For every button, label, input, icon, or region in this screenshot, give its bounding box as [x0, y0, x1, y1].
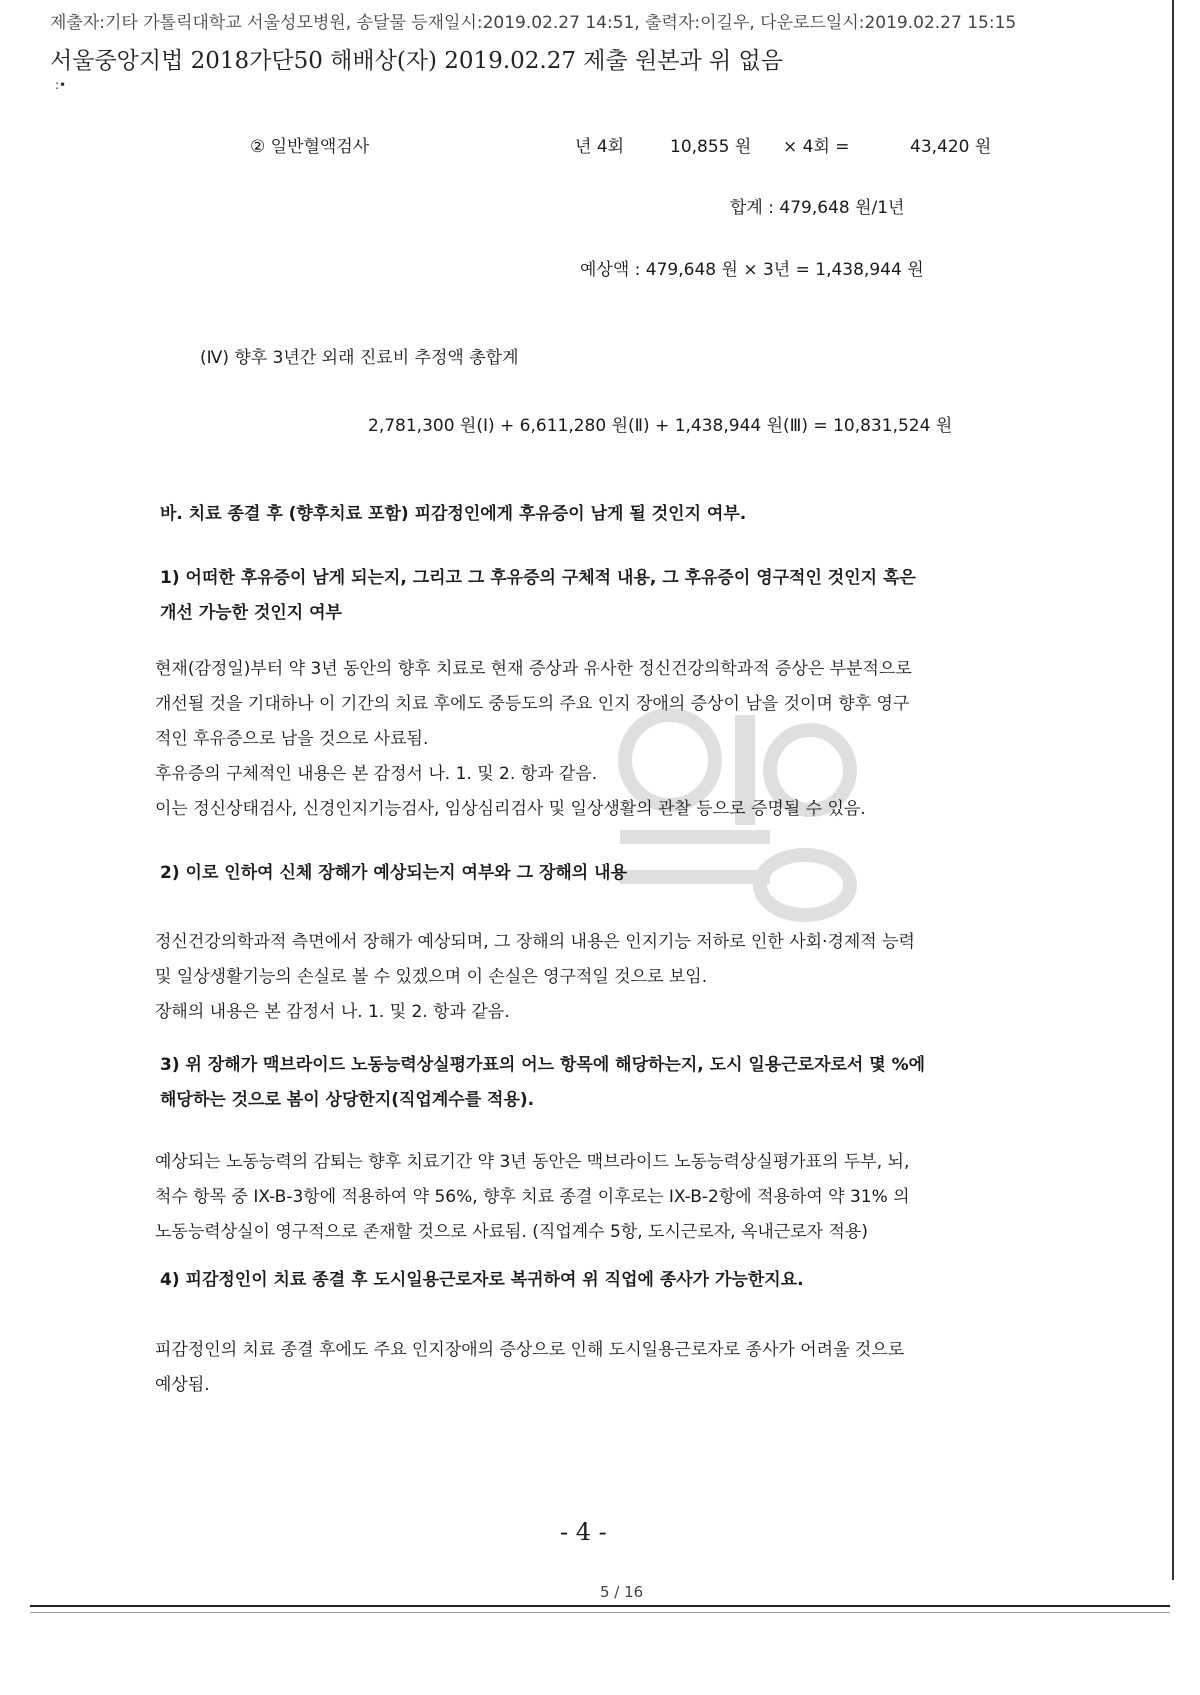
- question-3-heading: [160, 1048, 925, 1118]
- question-2-heading-line: 2) 이로 인하여 신체 장해가 예상되는지 여부와 그 장해의 내용: [160, 863, 627, 883]
- scan-mark: :•: [55, 78, 67, 92]
- question-4-heading: [160, 1263, 804, 1298]
- question-3-answer: [155, 1145, 1035, 1250]
- footer-rule: [30, 1605, 1170, 1607]
- answer-line: 예상되는 노동능력의 감퇴는 향후 치료기간 약 3년 동안은 맥브라이드 노동능력상실평가표의 두부, 뇌,: [155, 1152, 910, 1172]
- page-number: - 4 -: [560, 1518, 607, 1546]
- question-3-heading-line: 3) 위 장해가 맥브라이드 노동능력상실평가표의 어느 항목에 해당하는지, 도시 일용근로자로서 몇 %에: [160, 1055, 926, 1075]
- cost-unit-price: 10,855 원: [670, 137, 752, 157]
- answer-line: 개선될 것을 기대하나 이 기간의 치료 후에도 중등도의 주요 인지 장애의 증상이 남을 것이며 향후 영구: [155, 694, 910, 714]
- section-iv-title: (Ⅳ) 향후 3년간 외래 진료비 추정액 총합계: [200, 348, 519, 368]
- estimated-amount: 예상액 : 479,648 원 × 3년 = 1,438,944 원: [580, 260, 924, 280]
- cost-times: × 4회 =: [783, 137, 850, 157]
- answer-line: 이는 정신상태검사, 신경인지기능검사, 임상심리검사 및 일상생활의 관찰 등으로 증명될 수 있음.: [155, 799, 866, 819]
- answer-line: 척수 항목 중 IX-B-3항에 적용하여 약 56%, 향후 치료 종결 이후로는 IX-B-2항에 적용하여 약 31% 의: [155, 1187, 910, 1207]
- answer-line: 노동능력상실이 영구적으로 존재할 것으로 사료됨. (직업계수 5항, 도시근로자, 옥내근로자 적용): [155, 1222, 868, 1242]
- question-3-heading-line: 해당하는 것으로 봄이 상당한지(직업계수를 적용).: [160, 1090, 535, 1110]
- question-2-answer: [155, 925, 1035, 1030]
- question-1-answer: [155, 652, 1035, 827]
- question-4-heading-line: 4) 피감정인이 치료 종결 후 도시일용근로자로 복귀하여 위 직업에 종사가 가능한지요.: [160, 1270, 804, 1290]
- answer-line: 피감정인의 치료 종결 후에도 주요 인지장애의 증상으로 인해 도시일용근로자로 종사가 어려울 것으로: [155, 1340, 905, 1360]
- cost-amount: 43,420 원: [910, 137, 992, 157]
- section-ba-heading: 바. 치료 종결 후 (향후치료 포함) 피감정인에게 후유증이 남게 될 것인지 여부.: [160, 504, 747, 524]
- cost-item-label: ② 일반혈액검사: [250, 137, 370, 157]
- question-2-heading: [160, 856, 627, 891]
- question-1-heading-line: 개선 가능한 것인지 여부: [160, 603, 342, 623]
- answer-line: 장해의 내용은 본 감정서 나. 1. 및 2. 항과 같음.: [155, 1002, 510, 1022]
- question-4-answer: [155, 1333, 1035, 1403]
- court-stamp-header: 서울중앙지법 2018가단50 해배상(자) 2019.02.27 제출 원본과 위 없음: [50, 48, 783, 74]
- answer-line: 및 일상생활기능의 손실로 볼 수 있겠으며 이 손실은 영구적일 것으로 보임.: [155, 967, 708, 987]
- answer-line: 후유증의 구체적인 내용은 본 감정서 나. 1. 및 2. 항과 같음.: [155, 764, 598, 784]
- submission-header: 제출자:기타 가톨릭대학교 서울성모병원, 송달물 등재일시:2019.02.27 14:51, 출력자:이길우, 다운로드일시:2019.02.27 15:15: [50, 13, 1017, 33]
- page-counter: 5 / 16: [600, 1583, 644, 1601]
- cost-frequency: 년 4회: [575, 137, 625, 157]
- scan-edge-line: [1172, 0, 1174, 1580]
- answer-line: 현재(감정일)부터 약 3년 동안의 향후 치료로 현재 증상과 유사한 정신건강의학과적 증상은 부분적으로: [155, 659, 912, 679]
- answer-line: 적인 후유증으로 남을 것으로 사료됨.: [155, 729, 429, 749]
- annual-total: 합계 : 479,648 원/1년: [730, 198, 905, 218]
- answer-line: 정신건강의학과적 측면에서 장해가 예상되며, 그 장해의 내용은 인지기능 저하로 인한 사회·경제적 능력: [155, 932, 915, 952]
- section-iv-formula: 2,781,300 원(Ⅰ) + 6,611,280 원(Ⅱ) + 1,438,944 원(Ⅲ) = 10,831,524 원: [368, 416, 953, 436]
- answer-line: 예상됨.: [155, 1375, 210, 1395]
- question-1-heading: [160, 561, 916, 631]
- question-1-heading-line: 1) 어떠한 후유증이 남게 되는지, 그리고 그 후유증의 구체적 내용, 그 후유증이 영구적인 것인지 혹은: [160, 568, 916, 588]
- footer-rule-thin: [30, 1612, 1170, 1613]
